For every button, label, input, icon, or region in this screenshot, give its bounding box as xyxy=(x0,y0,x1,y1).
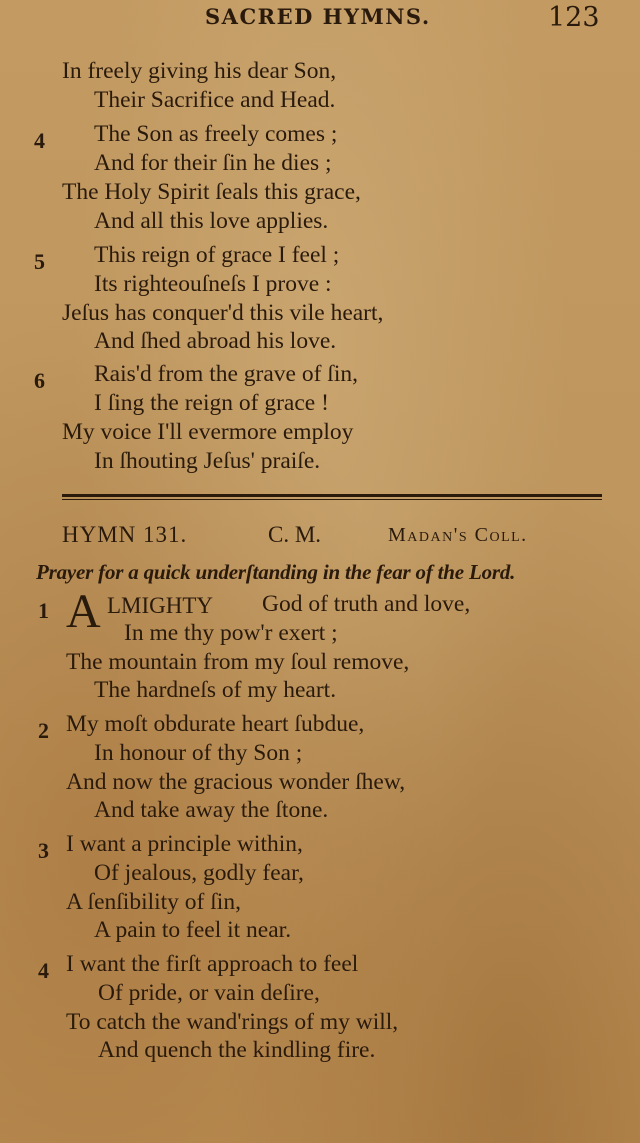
hymn-line: I want a principle within, xyxy=(66,831,303,857)
hymn-line: In ſhouting Jeſus' praiſe. xyxy=(94,448,321,474)
hymn-line: And ſhed abroad his love. xyxy=(94,328,337,354)
verse-number: 6 xyxy=(34,368,45,393)
hymn-line: In me thy pow'r exert ; xyxy=(124,620,338,646)
verse-number: 4 xyxy=(38,958,49,983)
hymn-line: My voice I'll evermore employ xyxy=(62,419,354,445)
first-word: LMIGHTY xyxy=(107,593,214,618)
hymn-header xyxy=(0,522,640,554)
running-head xyxy=(0,4,640,34)
verse-number: 2 xyxy=(38,718,49,743)
section-rule xyxy=(62,494,602,497)
hymn-line: In honour of thy Son ; xyxy=(94,740,303,766)
hymn-line: Its righteouſneſs I prove : xyxy=(94,271,332,297)
verse-number: 3 xyxy=(38,838,49,863)
hymn-line: The Son as freely comes ; xyxy=(94,121,338,147)
section-rule-thin xyxy=(62,499,602,500)
hymn-line: To catch the wand'rings of my will, xyxy=(66,1009,399,1035)
hymn-line: Of pride, or vain deſire, xyxy=(98,980,320,1006)
hymn-line: The Holy Spirit ſeals this grace, xyxy=(62,179,361,205)
hymn-line: A pain to feel it near. xyxy=(94,917,292,943)
hymn-line: And for their ſin he dies ; xyxy=(94,150,332,176)
hymn-line: The mountain from my ſoul remove, xyxy=(66,649,410,675)
hymn-line: Jeſus has conquer'd this vile heart, xyxy=(62,300,384,326)
hymn-line: Rais'd from the grave of ſin, xyxy=(94,361,358,387)
hymn-line: My moſt obdurate heart ſubdue, xyxy=(66,711,365,737)
running-title: SACRED HYMNS. xyxy=(205,4,431,29)
verse-number: 1 xyxy=(38,598,49,623)
hymn-line: This reign of grace I feel ; xyxy=(94,242,340,268)
hymn-line: The hardneſs of my heart. xyxy=(94,677,337,703)
hymn-line: In freely giving his dear Son, xyxy=(62,58,337,84)
hymn-line: Their Sacrifice and Head. xyxy=(94,87,336,113)
hymn-meter: C. M. xyxy=(268,522,322,547)
hymn-line: Of jealous, godly fear, xyxy=(94,860,304,886)
hymn-line: I ſing the reign of grace ! xyxy=(94,390,329,416)
hymn-line: I want the firſt approach to feel xyxy=(66,951,359,977)
drop-cap: A xyxy=(66,585,101,638)
hymn-line: And quench the kindling fire. xyxy=(98,1037,376,1063)
hymn-number: HYMN 131. xyxy=(62,522,188,547)
hymn-line: And now the gracious wonder ſhew, xyxy=(66,769,406,795)
hymn-subtitle: Prayer for a quick underſtanding in the fear of the Lord. xyxy=(36,560,516,584)
hymn-line: And take away the ſtone. xyxy=(94,797,329,823)
hymn-line: God of truth and love, xyxy=(262,591,471,617)
hymn-source: Madan's Coll. xyxy=(388,524,528,546)
verse-number: 5 xyxy=(34,249,45,274)
hymn-line: A ſenſibility of ſin, xyxy=(66,889,241,915)
hymn-line: And all this love applies. xyxy=(94,208,329,234)
verse-number: 4 xyxy=(34,128,45,153)
page-number: 123 xyxy=(548,2,600,33)
